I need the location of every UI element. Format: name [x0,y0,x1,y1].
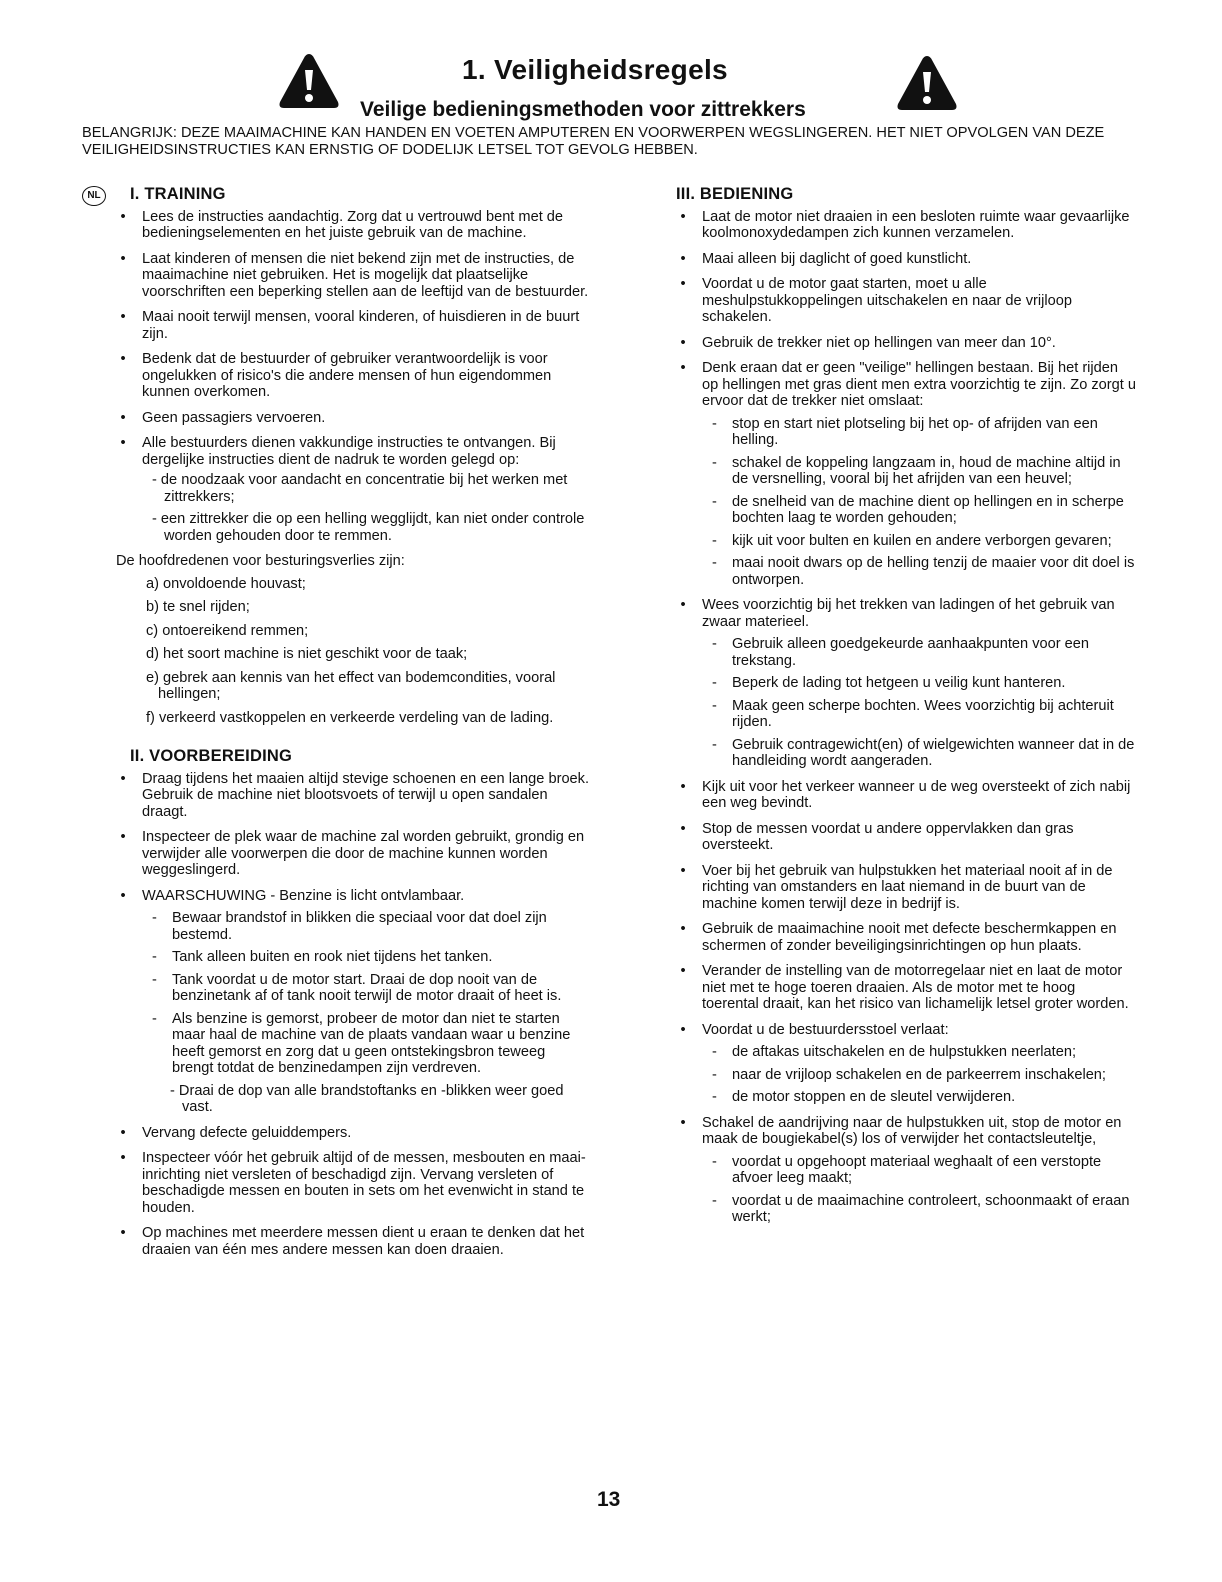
list-item [142,949,590,966]
list-item [676,360,1136,588]
item-text: Kijk uit voor het verkeer wanneer u de weg oversteekt of zich nabij een weg bevindt. [702,778,1131,811]
dash-icon: - [712,555,717,571]
item-text: b) te snel rijden; [146,599,250,615]
list-item [116,623,590,640]
list-item [116,1150,590,1216]
sub-item: - Draai de dop van alle brandstoftanks en -blikken weer goed vast. [170,1082,564,1115]
item-text: Als benzine is gemorst, probeer de motor dan niet te starten maar haal de machine van de plaats vandaan waar u benzine heeft gemorst en zorg dat u geen ontstekingsbron teweeg brengt totdat de benzinedampen zijn verdreven. [172,1010,571,1076]
bullet-icon: • [680,250,686,267]
bullet-icon: • [120,1124,126,1141]
item-text: Beperk de lading tot hetgeen u veilig kunt hanteren. [732,675,1066,691]
item-text: de aftakas uitschakelen en de hulpstukken neerlaten; [732,1044,1077,1060]
item-text: Voordat u de motor gaat starten, moet u alle meshulpstukkoppelingen uitschakelen en naar de vrijloop schakelen. [702,276,1072,325]
item-text: Bewaar brandstof in blikken die speciaal voor dat doel zijn bestemd. [172,910,547,943]
warning-triangle-icon [896,54,958,112]
bullet-icon: • [120,435,126,451]
item-text: voordat u opgehoopt materiaal weghaalt of een verstopte afvoer leeg maakt; [732,1153,1102,1186]
item-text: Stop de messen voordat u andere oppervlakken dan gras oversteekt. [702,820,1074,853]
item-text: Vervang defecte geluiddempers. [142,1124,352,1141]
voorbereiding-list [116,771,590,1259]
item-text: Op machines met meerdere messen dient u eraan te denken dat het draaien van één mes andere messen kan doen draaien. [142,1225,585,1258]
bullet-icon: • [680,334,686,351]
item-text: e) gebrek aan kennis van het effect van bodemcondities, vooral hellingen; [146,669,556,702]
training-list [116,209,590,545]
item-text: Alle bestuurders dienen vakkundige instructies te ontvangen. Bij dergelijke instructies dient de nadruk te worden gelegd op: [142,435,556,468]
bullet-icon: • [120,1225,126,1241]
item-text: Gebruik de trekker niet op hellingen van meer dan 10°. [702,334,1056,351]
fuel-warning-list [142,910,590,1077]
bullet-icon: • [680,597,686,613]
list-item [702,533,1136,550]
section-title-bediening: III. BEDIENING [676,185,794,203]
list-item [116,576,590,593]
load-list [702,636,1136,770]
list-item [116,1125,590,1142]
list-item [116,435,590,544]
item-text: Gebruik de maaimachine nooit met defecte beschermkappen en schermen of zonder beveiligingsinrichtingen op hun plaats. [702,921,1117,954]
bullet-icon: • [680,1021,686,1038]
list-item [116,888,590,1116]
list-item [116,670,590,703]
bullet-icon: • [680,360,686,376]
bullet-icon: • [680,921,686,937]
disengage-list [702,1154,1136,1226]
page-title: 1. Veiligheidsregels [462,54,728,85]
bullet-icon: • [120,309,126,325]
item-text: Maai nooit terwijl mensen, vooral kinderen, of huisdieren in de buurt zijn. [142,309,580,342]
item-text: de motor stoppen en de sleutel verwijderen. [732,1089,1016,1105]
item-text: Voordat u de bestuurdersstoel verlaat: [702,1021,949,1038]
item-text: Schakel de aandrijving naar de hulpstukken uit, stop de motor en maak de bougiekabel(s) los of verwijder het contactsleuteltje, [702,1114,1122,1147]
page-header [0,44,1222,124]
list-item [702,1067,1136,1084]
item-text: a) onvoldoende houvast; [146,575,306,592]
list-item [702,1044,1136,1061]
list-item [676,1022,1136,1106]
item-text: Laat kinderen of mensen die niet bekend zijn met de instructies, de maaimachine niet gebruiken. Het is mogelijk dat plaatselijke voorschriften een beperking stellen aan de leeftijd van de bestuurder. [142,250,589,300]
bullet-icon: • [120,351,126,367]
bullet-icon: • [120,1150,126,1166]
list-item [676,597,1136,770]
item-text: naar de vrijloop schakelen en de parkeerrem inschakelen; [732,1066,1106,1083]
list-item [116,829,590,879]
bullet-icon: • [120,409,126,426]
item-text: c) ontoereikend remmen; [146,622,309,639]
dash-icon: - [152,949,157,965]
item-text: Laat de motor niet draaien in een besloten ruimte waar gevaarlijke koolmonoxydedampen zich kunnen verzamelen. [702,208,1130,241]
dash-icon: - [712,1066,717,1083]
left-column [116,186,590,1267]
list-item [116,309,590,342]
bediening-list [676,209,1136,1226]
list-item [676,921,1136,954]
item-text: f) verkeerd vastkoppelen en verkeerde verdeling van de lading. [146,709,554,726]
item-text: stop en start niet plotseling bij het op- of afrijden van een helling. [732,415,1098,448]
item-text: de snelheid van de machine dient op hellingen en in scherpe bochten laag te worden gehouden; [732,493,1124,526]
page-subtitle: Veilige bedieningsmethoden voor zittrekkers [360,98,806,121]
item-text: kijk uit voor bulten en kuilen en andere verborgen gevaren; [732,532,1112,549]
dash-icon: - [712,1089,717,1105]
list-item [142,972,590,1005]
section-title-voorbereiding: II. VOORBEREIDING [130,747,293,765]
bullet-icon: • [680,276,686,292]
language-badge: NL [82,186,106,206]
list-item [116,710,590,727]
bullet-icon: • [120,887,126,904]
dash-icon: - [712,454,717,471]
bullet-icon: • [680,963,686,979]
item-text: Voer bij het gebruik van hulpstukken het materiaal nooit af in de richting van omstanders en laat niemand in de buurt van de machine komen terwijl deze in bedrijf is. [702,862,1113,912]
list-item [116,771,590,821]
bullet-icon: • [680,1114,686,1131]
item-text: Draag tijdens het maaien altijd stevige schoenen en een lange broek. Gebruik de machine niet blootsvoets of terwijl u open sandalen draagt. [142,770,590,820]
bullet-icon: • [120,829,126,845]
dash-icon: - [152,910,157,926]
dash-icon: - [712,493,717,510]
list-item [676,335,1136,352]
important-warning: BELANGRIJK: DEZE MAAIMACHINE KAN HANDEN EN VOETEN AMPUTEREN EN VOORWERPEN WEGSLINGEREN. HET NIET OPVOLGEN VAN DEZE VEILIGHEIDSINSTRUCTIES KAN ERNSTIG OF DODELIJK LETSEL TOT GEVOLG HEBBEN. [82,125,1105,158]
item-text: Wees voorzichtig bij het trekken van ladingen of het gebruik van zwaar materieel. [702,597,1115,630]
causes-intro: De hoofdredenen voor besturingsverlies zijn: [116,553,405,569]
list-item [702,636,1136,669]
item-text: d) het soort machine is niet geschikt voor de taak; [146,646,468,662]
list-item [702,675,1136,692]
list-item [116,410,590,427]
item-text: Geen passagiers vervoeren. [142,409,326,426]
bullet-icon: • [120,770,126,787]
sub-item: - een zittrekker die op een helling wegglijdt, kan niet onder controle worden gehouden door te remmen. [152,511,585,544]
item-text: Maak geen scherpe bochten. Wees voorzichtig bij achteruit rijden. [732,697,1114,730]
dash-icon: - [712,697,717,714]
list-item [702,555,1136,588]
list-item [702,698,1136,731]
item-text: Tank voordat u de motor start. Draai de dop nooit van de benzinetank af of tank nooit terwijl de motor draait of heet is. [172,971,562,1004]
bullet-icon: • [120,250,126,267]
item-text: Bedenk dat de bestuurder of gebruiker verantwoordelijk is voor ongelukken of risico's die andere mensen of hun eigendommen kunnen overkomen. [142,351,552,400]
list-item [116,251,590,301]
list-item [702,737,1136,770]
item-text: Inspecteer de plek waar de machine zal worden gebruikt, grondig en verwijder alle voorwerpen die door de machine kunnen worden weggeslingerd. [142,829,585,878]
dash-icon: - [712,1044,717,1060]
dash-icon: - [712,1153,717,1170]
dash-icon: - [712,636,717,652]
warning-triangle-icon [278,52,340,110]
list-item [702,416,1136,449]
list-item [702,1089,1136,1106]
item-text: schakel de koppeling langzaam in, houd de machine altijd in de versnelling, vooral bij het afrijden van een heuvel; [732,454,1121,487]
item-text: Maai alleen bij daglicht of goed kunstlicht. [702,250,972,267]
bullet-icon: • [680,208,686,225]
dash-icon: - [152,971,157,988]
list-item [116,646,590,663]
dash-icon: - [712,736,717,753]
item-text: Gebruik alleen goedgekeurde aanhaakpunten voor een trekstang. [732,636,1090,669]
list-item [702,1193,1136,1226]
bullet-icon: • [680,862,686,879]
list-item [142,1011,590,1077]
dash-icon: - [712,1192,717,1209]
list-item [702,1154,1136,1187]
dash-icon: - [712,415,717,432]
item-text: Denk eraan dat er geen "veilige" hellingen bestaan. Bij het rijden op hellingen met gras dient men extra voorzichtig te zijn. Zo zorgt u ervoor dat de trekker niet omslaat: [702,360,1136,409]
item-text: Verander de instelling van de motorregelaar niet en laat de motor niet met te hoge toeren draaien. Als de motor met te hoog toerental draait, kan het risico van lichamelijk letsel groter worden. [702,963,1129,1012]
list-item [116,209,590,242]
section-title-training: I. TRAINING [130,185,226,203]
list-item [676,209,1136,242]
item-text: Lees de instructies aandachtig. Zorg dat u vertrouwd bent met de bedieningselementen en het juiste gebruik van de machine. [142,208,564,241]
list-item [676,779,1136,812]
list-item [676,251,1136,268]
dash-icon: - [712,532,717,549]
list-item [676,863,1136,913]
right-column [676,186,1136,1235]
dash-icon: - [152,1010,157,1027]
causes-list [116,576,590,727]
item-text: Tank alleen buiten en rook niet tijdens het tanken. [172,949,493,965]
list-item [676,963,1136,1013]
slope-list [702,416,1136,589]
list-item [702,494,1136,527]
list-item [702,455,1136,488]
list-item [116,599,590,616]
dash-icon: - [712,675,717,691]
bullet-icon: • [680,778,686,795]
bullet-icon: • [120,208,126,225]
list-item [116,1225,590,1258]
item-text: maai nooit dwars op de helling tenzij de maaier voor dit doel is ontworpen. [732,555,1135,588]
item-text: voordat u de maaimachine controleert, schoonmaakt of eraan werkt; [732,1192,1130,1225]
list-item [676,1115,1136,1226]
list-item [142,910,590,943]
item-text: Inspecteer vóór het gebruik altijd of de messen, mesbouten en maai-inrichting niet versleten of beschadigd zijn. Vervang versleten of beschadigde messen en bouten in sets om het evenwicht in stand te houden. [142,1150,586,1216]
bullet-icon: • [680,820,686,837]
item-text: WAARSCHUWING - Benzine is licht ontvlambaar. [142,887,465,904]
list-item [676,821,1136,854]
list-item [116,351,590,401]
list-item [676,276,1136,326]
item-text: Gebruik contragewicht(en) of wielgewichten wanneer dat in de handleiding wordt aangeraden. [732,736,1135,769]
leave-seat-list [702,1044,1136,1106]
page-number: 13 [597,1488,621,1511]
sub-item: - de noodzaak voor aandacht en concentratie bij het werken met zittrekkers; [152,472,568,505]
